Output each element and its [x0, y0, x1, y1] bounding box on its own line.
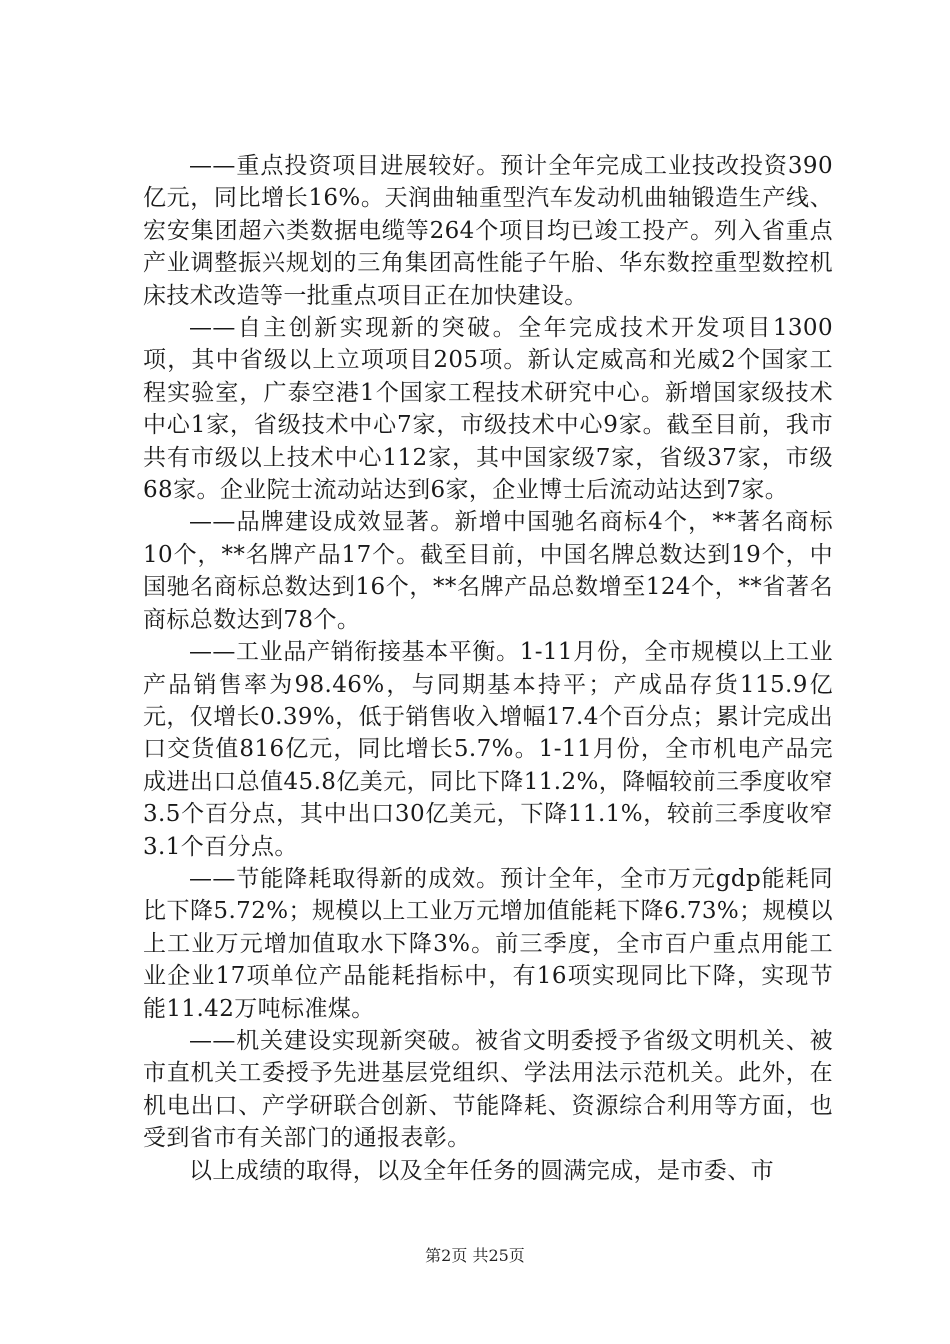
- paragraph-brand-building: ——品牌建设成效显著。新增中国驰名商标4个，**著名商标10个，**名牌产品17个。截至目前，中国名牌总数达到19个，中国驰名商标总数达到16个，**名牌产品总数增至124个，**省著名商标总数达到78个。: [143, 509, 833, 633]
- paragraph-production-sales: ——工业品产销衔接基本平衡。1-11月份，全市规模以上工业产品销售率为98.46%，与同期基本持平；产成品存货115.9亿元，仅增长0.39%，低于销售收入增幅17.4个百分点；累计完成出口交货值816亿元，同比增长5.7%。1-11月份，全市机电产品完成进出口总值45.8亿美元，同比下降11.2%，降幅较前三季度收窄3.5个百分点，其中出口30亿美元，下降11.1%，较前三季度收窄3.1个百分点。: [143, 639, 833, 860]
- paragraph-energy-saving: ——节能降耗取得新的成效。预计全年，全市万元gdp能耗同比下降5.72%；规模以上工业万元增加值能耗下降6.73%；规模以上工业万元增加值取水下降3%。前三季度，全市百户重点用能工业企业17项单位产品能耗指标中，有16项实现同比下降，实现节能11.42万吨标准煤。: [143, 865, 833, 1022]
- paragraph-innovation: ——自主创新实现新的突破。全年完成技术开发项目1300项，其中省级以上立项项目205项。新认定威高和光威2个国家工程实验室，广泰空港1个国家工程技术研究中心。新增国家级技术中心1家，省级技术中心7家，市级技术中心9家。截至目前，我市共有市级以上技术中心112家，其中国家级7家，省级37家，市级68家。企业院士流动站达到6家，企业博士后流动站达到7家。: [143, 315, 833, 504]
- paragraph-organ-building: ——机关建设实现新突破。被省文明委授予省级文明机关、被市直机关工委授予先进基层党组织、学法用法示范机关。此外，在机电出口、产学研联合创新、节能降耗、资源综合利用等方面，也受到省市有关部门的通报表彰。: [143, 1027, 833, 1152]
- page-number-footer: 第2页 共25页: [425, 1246, 525, 1265]
- paragraph-key-investment: ——重点投资项目进展较好。预计全年完成工业技改投资390亿元，同比增长16%。天润曲轴重型汽车发动机曲轴锻造生产线、宏安集团超六类数据电缆等264个项目均已竣工投产。列入省重点产业调整振兴规划的三角集团高性能子午胎、华东数控重型数控机床技术改造等一批重点项目正在加快建设。: [143, 153, 833, 309]
- document-body: [143, 150, 833, 1187]
- paragraph-conclusion: 以上成绩的取得，以及全年任务的圆满完成，是市委、市: [189, 1157, 774, 1184]
